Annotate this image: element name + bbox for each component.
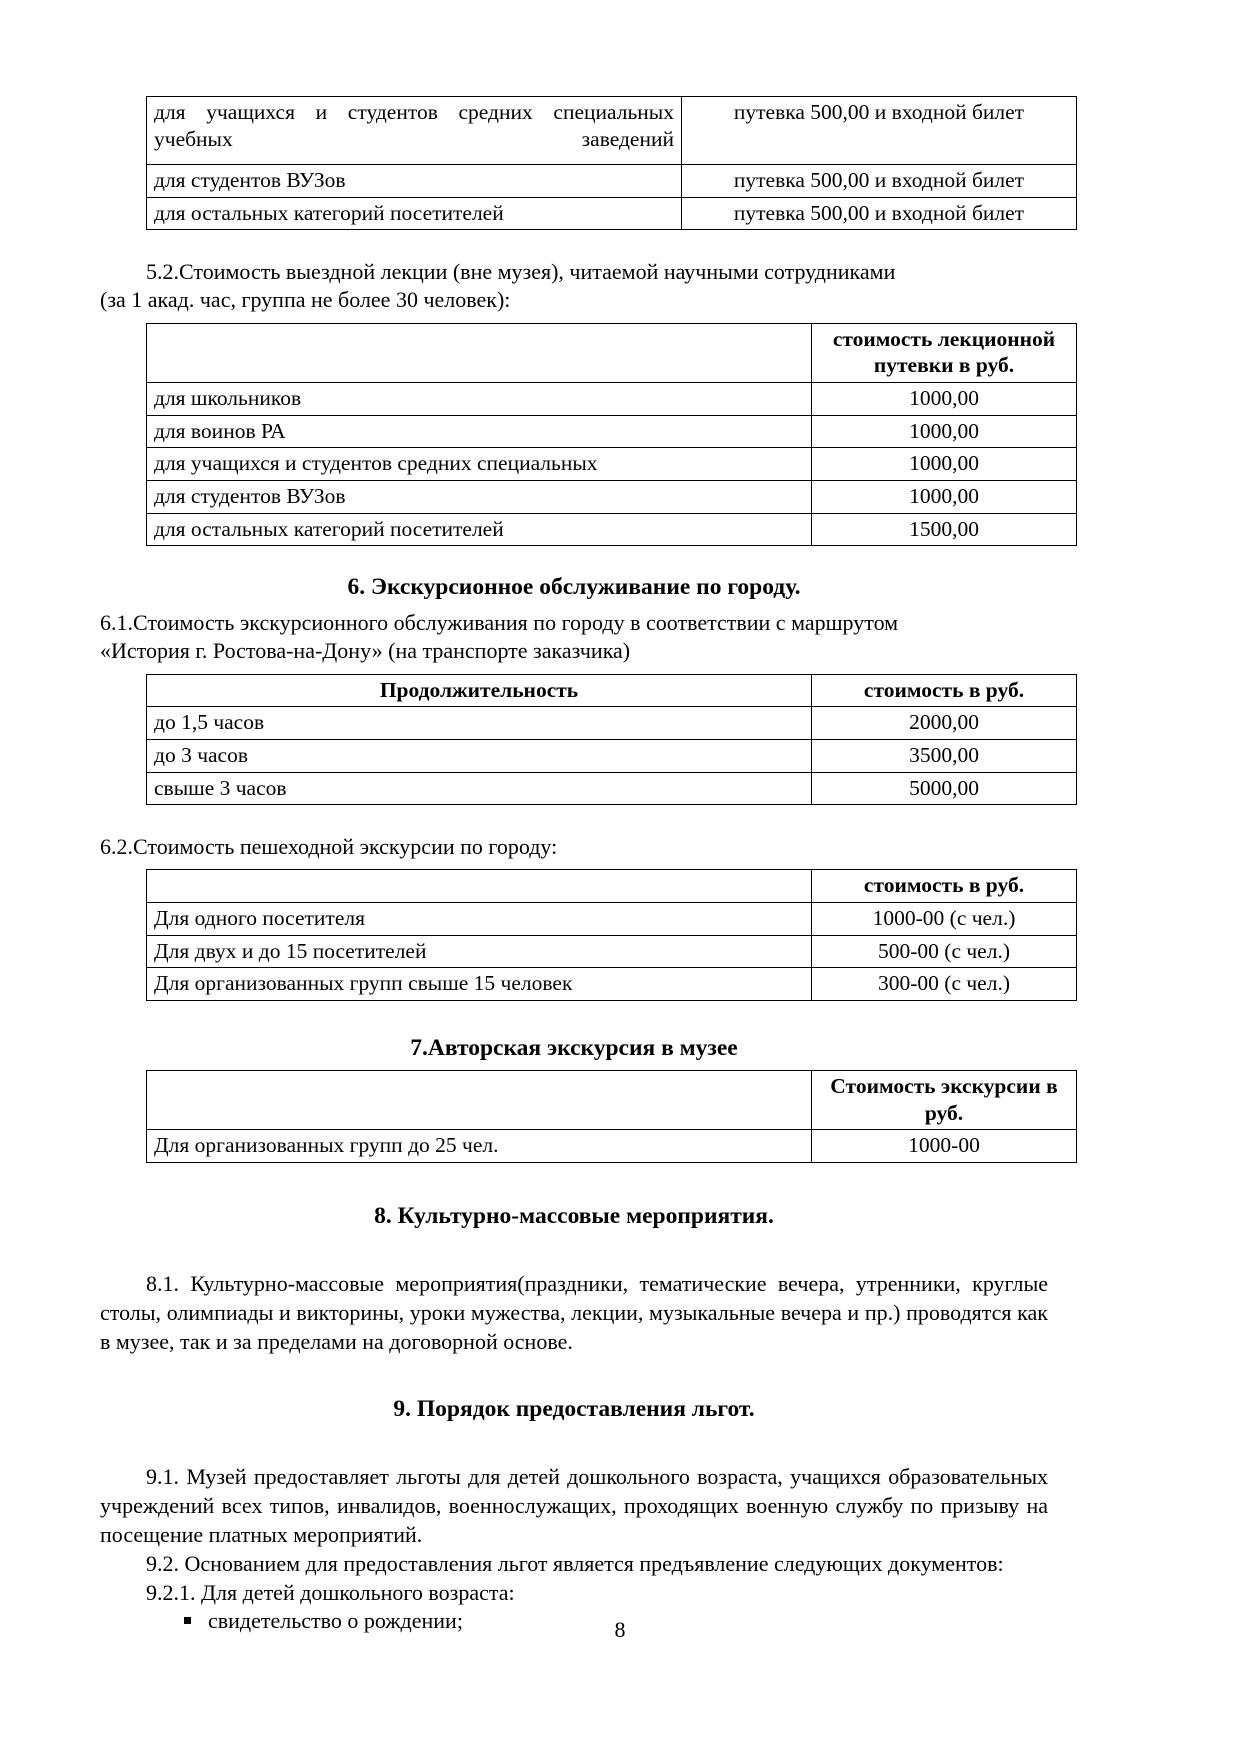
cell-header-empty [147, 1070, 812, 1129]
cell-duration: свыше 3 часов [147, 772, 812, 805]
cell-price: 2000,00 [812, 707, 1077, 740]
table-header-row [147, 1070, 1077, 1129]
cell-header-price [812, 1070, 1077, 1129]
paragraph-text: 9.2. Основанием для предоставления льгот является предъявление следующих документов: [146, 1550, 1004, 1576]
cell-duration: до 1,5 часов [147, 707, 812, 740]
paragraph-9-2 [100, 1550, 1048, 1579]
paragraph-text: 5.2.Стоимость выездной лекции (вне музея), читаемой научными сотрудниками [146, 259, 896, 285]
header-line-1: стоимость лекционной [832, 326, 1056, 351]
cell-header-price: стоимость в руб. [812, 674, 1077, 707]
table-row [147, 415, 1077, 448]
header-line-2: руб. [924, 1100, 964, 1125]
table-walking-tour-prices [146, 869, 1077, 1001]
table-row [147, 97, 1077, 165]
paragraph-9-2-1 [100, 1579, 1048, 1607]
table-row [147, 707, 1077, 740]
cell-price: путевка 500,00 и входной билет [682, 197, 1077, 230]
table-header-row [147, 870, 1077, 903]
cell-price: 500-00 (с чел.) [812, 935, 1077, 968]
cell-category: для остальных категорий посетителей [147, 197, 682, 230]
table-row [147, 480, 1077, 513]
cell-header-price [812, 323, 1077, 382]
heading-section-8: 8. Культурно-массовые мероприятия. [374, 1202, 774, 1229]
cell-duration: до 3 часов [147, 739, 812, 772]
table-row [147, 935, 1077, 968]
table-lecture-prices [146, 323, 1077, 547]
table-row [147, 197, 1077, 230]
cell-category: Для организованных групп свыше 15 человек [147, 968, 812, 1001]
cell-category: для учащихся и студентов средних специальных [147, 448, 812, 481]
cell-price: 1000,00 [812, 382, 1077, 415]
paragraph-text: 8.1. Культурно-массовые мероприятия(праздники, тематические вечера, утренники, круглые столы, олимпиады и викторины, уроки мужества, лекции, музыкальные вечера и пр.) проводятся как в музее, так и за пределами на договорной основе. [100, 1270, 1048, 1354]
cell-category: для учащихся и студентов средних специальных учебных заведений [147, 97, 682, 165]
paragraph-5-2-line1 [100, 258, 1048, 286]
table-row [147, 448, 1077, 481]
paragraph-5-2-line2: (за 1 акад. час, группа не более 30 человек): [100, 287, 511, 313]
cell-category: Для организованных групп до 25 чел. [147, 1130, 812, 1163]
table-row [147, 772, 1077, 805]
table-row [147, 382, 1077, 415]
cell-price: 3500,00 [812, 739, 1077, 772]
table-row [147, 1130, 1077, 1163]
cell-header-duration: Продолжительность [147, 674, 812, 707]
paragraph-6-1-line2: «История г. Ростова-на-Дону» (на транспорте заказчика) [100, 638, 631, 664]
cell-price: 1000,00 [812, 480, 1077, 513]
header-line-1: Стоимость экскурсии в [830, 1073, 1058, 1098]
cell-category: для остальных категорий посетителей [147, 513, 812, 546]
paragraph-text: 9.1. Музей предоставляет льготы для детей дошкольного возраста, учащихся образовательных учреждений всех типов, инвалидов, военнослужащих, проходящих военную службу по призыву на посещение платных мероприятий. [100, 1464, 1048, 1547]
cell-price: 1000,00 [812, 415, 1077, 448]
cell-price: 300-00 (с чел.) [812, 968, 1077, 1001]
table-row [147, 902, 1077, 935]
heading-section-9: 9. Порядок предоставления льгот. [393, 1396, 755, 1423]
table-fees-continued [146, 96, 1077, 230]
cell-header-empty [147, 870, 812, 903]
paragraph-text: 9.2.1. Для детей дошкольного возраста: [146, 1579, 515, 1605]
cell-price: путевка 500,00 и входной билет [682, 97, 1077, 165]
cell-price: 1000-00 (с чел.) [812, 902, 1077, 935]
table-row [147, 968, 1077, 1001]
page-number: 8 [614, 1617, 626, 1642]
cell-price: путевка 500,00 и входной билет [682, 165, 1077, 198]
cell-price: 1000-00 [812, 1130, 1077, 1163]
cell-category: для студентов ВУЗов [147, 480, 812, 513]
page-content [100, 96, 1058, 1635]
table-row [147, 513, 1077, 546]
cell-category: для студентов ВУЗов [147, 165, 682, 198]
cell-header-empty [147, 323, 812, 382]
cell-price: 1500,00 [812, 513, 1077, 546]
table-city-tour-prices [146, 674, 1077, 806]
table-author-tour-prices [146, 1070, 1077, 1163]
table-row [147, 739, 1077, 772]
paragraph-8-1 [100, 1270, 1048, 1356]
heading-section-7: 7.Авторская экскурсия в музее [410, 1034, 738, 1061]
cell-header-price: стоимость в руб. [812, 870, 1077, 903]
cell-price: 1000,00 [812, 448, 1077, 481]
table-header-row [147, 323, 1077, 382]
cell-category: Для одного посетителя [147, 902, 812, 935]
heading-section-6: 6. Экскурсионное обслуживание по городу. [347, 574, 801, 601]
paragraph-6-1-line1: 6.1.Стоимость экскурсионного обслуживания по городу в соответствии с маршрутом [100, 610, 899, 636]
cell-category: для воинов РА [147, 415, 812, 448]
paragraph-6-2: 6.2.Стоимость пешеходной экскурсии по городу: [100, 834, 558, 860]
list-item-label: свидетельство о рождении; [208, 1607, 463, 1633]
paragraph-9-1 [100, 1463, 1048, 1549]
cell-price: 5000,00 [812, 772, 1077, 805]
header-line-2: путевки в руб. [873, 353, 1015, 378]
cell-category: для школьников [147, 382, 812, 415]
table-row [147, 165, 1077, 198]
table-header-row [147, 674, 1077, 707]
cell-category: Для двух и до 15 посетителей [147, 935, 812, 968]
